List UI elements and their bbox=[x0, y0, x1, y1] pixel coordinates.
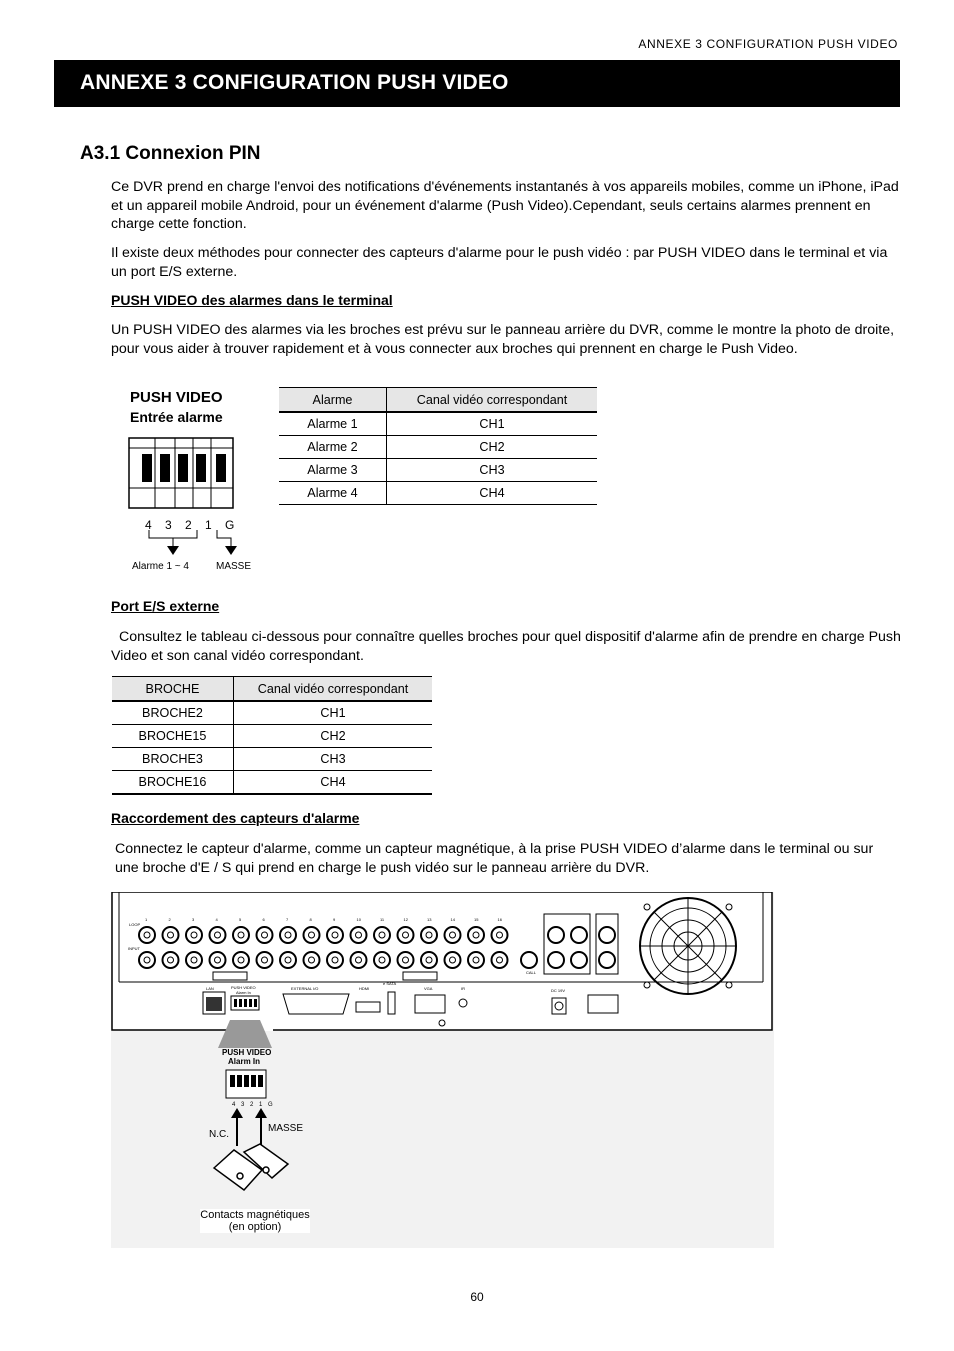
terminal-pin-labels: 4 3 2 1 G bbox=[145, 518, 240, 532]
bnc-connector bbox=[233, 952, 249, 968]
table-cell: CH3 bbox=[234, 748, 433, 771]
bnc-connector bbox=[186, 927, 202, 943]
table-row bbox=[112, 725, 432, 748]
terminal-heading: PUSH VIDEO des alarmes dans le terminal bbox=[111, 292, 393, 308]
bnc-connector bbox=[139, 927, 155, 943]
terminal-paragraph: Un PUSH VIDEO des alarmes via les broches est prévu sur le panneau arrière du DVR, comme le montre la photo de droite, pour vous aider à trouver rapidement et à vous connecter aux broches qui prennent en charge le Push Video. bbox=[111, 322, 895, 357]
alarm-channel-table bbox=[279, 387, 597, 505]
chapter-title-bar bbox=[54, 60, 900, 107]
bnc-connector bbox=[210, 927, 226, 943]
table-row bbox=[279, 436, 597, 459]
table-row bbox=[112, 748, 432, 771]
bnc-connector bbox=[280, 952, 296, 968]
bnc-connector bbox=[421, 952, 437, 968]
dc-label: DC 19V bbox=[551, 988, 566, 993]
bnc-connector bbox=[186, 952, 202, 968]
input-label: INPUT bbox=[128, 946, 140, 951]
bnc-connector bbox=[445, 927, 461, 943]
table-cell: CH1 bbox=[234, 701, 433, 725]
bnc-connector bbox=[327, 952, 343, 968]
sensors-heading: Raccordement des capteurs d'alarme bbox=[111, 810, 360, 826]
hdmi-label: HDMI bbox=[359, 986, 370, 991]
bnc-connector bbox=[351, 952, 367, 968]
table-header: BROCHE bbox=[112, 677, 234, 702]
nc-label: N.C. bbox=[209, 1129, 229, 1140]
chapter-title: ANNEXE 3 CONFIGURATION PUSH VIDEO bbox=[80, 71, 509, 94]
table-row bbox=[112, 701, 432, 725]
table-header: Alarme bbox=[279, 388, 387, 413]
alarm-range-caption: Alarme 1 ~ 4 bbox=[132, 561, 189, 572]
table-cell: BROCHE16 bbox=[112, 771, 234, 795]
bnc-connector bbox=[233, 927, 249, 943]
table-cell: CH2 bbox=[234, 725, 433, 748]
bnc-connector bbox=[257, 927, 273, 943]
zoom-push-video-label: PUSH VIDEO bbox=[222, 1048, 272, 1057]
bnc-connector bbox=[492, 927, 508, 943]
sensors-paragraph: Connectez le capteur d'alarme, comme un capteur magnétique, à la prise PUSH VIDEO d’alarme dans le terminal ou sur une broche d'E / S qui prend en charge le push vidéo sur le panneau arrière du DVR. bbox=[115, 841, 874, 876]
bnc-connector bbox=[492, 952, 508, 968]
table-row bbox=[279, 482, 597, 505]
ir-label: IR bbox=[461, 986, 465, 991]
running-header: ANNEXE 3 CONFIGURATION PUSH VIDEO bbox=[638, 37, 898, 51]
channel-number: 1 bbox=[145, 917, 148, 922]
table-cell: BROCHE15 bbox=[112, 725, 234, 748]
call-connector bbox=[521, 952, 537, 968]
panel-push-video-label: PUSH VIDEO bbox=[231, 985, 256, 990]
bnc-connector bbox=[468, 952, 484, 968]
table-cell: Alarme 4 bbox=[279, 482, 387, 505]
table-cell: CH4 bbox=[234, 771, 433, 795]
channel-number: 13 bbox=[427, 917, 432, 922]
channel-number: 4 bbox=[215, 917, 218, 922]
intro-paragraph-2: Il existe deux méthodes pour connecter des capteurs d'alarme pour le push vidéo : par PUSH VIDEO dans le terminal et via un port E/S externe. bbox=[111, 245, 888, 280]
push-video-zoom bbox=[200, 1020, 350, 1200]
external-heading: Port E/S externe bbox=[111, 598, 220, 614]
bnc-connector bbox=[445, 952, 461, 968]
bnc-connector bbox=[351, 927, 367, 943]
bnc-connector bbox=[374, 952, 390, 968]
channel-number: 5 bbox=[239, 917, 242, 922]
channel-number: 12 bbox=[403, 917, 408, 922]
intro-paragraph-1: Ce DVR prend en charge l'envoi des notifications d'événements instantanés à vos appareils mobiles, comme un iPhone, iPad et un appareil mobile Android, pour un événement d'alarme (Push Video).Cependant, seuls certains alarmes prennent en charge cette fonction. bbox=[111, 179, 899, 232]
bnc-connector bbox=[163, 952, 179, 968]
external-paragraph: Consultez le tableau ci-dessous pour connaître quelles broches pour quel dispositif d'alarme afin de prendre en charge Push Video et son canal vidéo correspondant. bbox=[111, 629, 901, 664]
terminal-diagram-label: PUSH VIDEO bbox=[130, 389, 223, 406]
external-io-label: EXTERNAL I/O bbox=[291, 986, 319, 991]
table-row bbox=[112, 771, 432, 795]
zoom-pin-labels: 4 3 2 1 G bbox=[232, 1102, 275, 1108]
channel-number: 3 bbox=[192, 917, 195, 922]
bnc-connector bbox=[163, 927, 179, 943]
table-header: Canal vidéo correspondant bbox=[234, 677, 433, 702]
table-cell: CH2 bbox=[387, 436, 598, 459]
section-title: A3.1 Connexion PIN bbox=[80, 143, 261, 164]
bnc-connector bbox=[139, 952, 155, 968]
pin-channel-table bbox=[112, 676, 432, 795]
page-number: 60 bbox=[470, 1290, 484, 1304]
table-cell: Alarme 3 bbox=[279, 459, 387, 482]
sensor-caption: Contacts magnétiques (en option) bbox=[200, 1209, 310, 1233]
ground-caption: MASSE bbox=[216, 561, 252, 572]
bnc-connector bbox=[398, 927, 414, 943]
panel-alarm-in-label: Alarm In bbox=[236, 990, 251, 995]
table-cell: CH1 bbox=[387, 412, 598, 436]
channel-number: 9 bbox=[333, 917, 336, 922]
bnc-connector bbox=[468, 927, 484, 943]
channel-number: 14 bbox=[450, 917, 455, 922]
table-cell: CH3 bbox=[387, 459, 598, 482]
channel-number: 16 bbox=[497, 917, 502, 922]
bnc-connector bbox=[327, 927, 343, 943]
vga-label: VGA bbox=[424, 986, 433, 991]
esata-label: e SATA bbox=[383, 981, 397, 986]
bnc-connector bbox=[257, 952, 273, 968]
loop-label: LOOP bbox=[129, 922, 141, 927]
channel-number: 2 bbox=[168, 917, 171, 922]
channel-number: 7 bbox=[286, 917, 289, 922]
zoom-alarm-in-label: Alarm In bbox=[228, 1057, 261, 1066]
table-header: Canal vidéo correspondant bbox=[387, 388, 598, 413]
table-row bbox=[279, 412, 597, 436]
channel-number: 6 bbox=[262, 917, 265, 922]
bnc-connector bbox=[374, 927, 390, 943]
bnc-connector bbox=[304, 952, 320, 968]
table-cell: CH4 bbox=[387, 482, 598, 505]
channel-number: 8 bbox=[309, 917, 312, 922]
channel-number: 10 bbox=[356, 917, 361, 922]
bnc-connector bbox=[421, 927, 437, 943]
table-cell: BROCHE3 bbox=[112, 748, 234, 771]
masse-label: MASSE bbox=[268, 1123, 304, 1134]
table-cell: Alarme 2 bbox=[279, 436, 387, 459]
table-row bbox=[279, 459, 597, 482]
call-label: CALL bbox=[526, 970, 537, 975]
terminal-diagram-sublabel: Entrée alarme bbox=[130, 409, 223, 425]
dvr-rear-panel bbox=[111, 892, 774, 1032]
bnc-connector bbox=[280, 927, 296, 943]
bnc-connector bbox=[304, 927, 320, 943]
table-cell: BROCHE2 bbox=[112, 701, 234, 725]
bnc-connector bbox=[398, 952, 414, 968]
table-cell: Alarme 1 bbox=[279, 412, 387, 436]
channel-number: 11 bbox=[380, 917, 385, 922]
bnc-connector bbox=[210, 952, 226, 968]
lan-label: LAN bbox=[206, 986, 214, 991]
channel-number: 15 bbox=[474, 917, 479, 922]
